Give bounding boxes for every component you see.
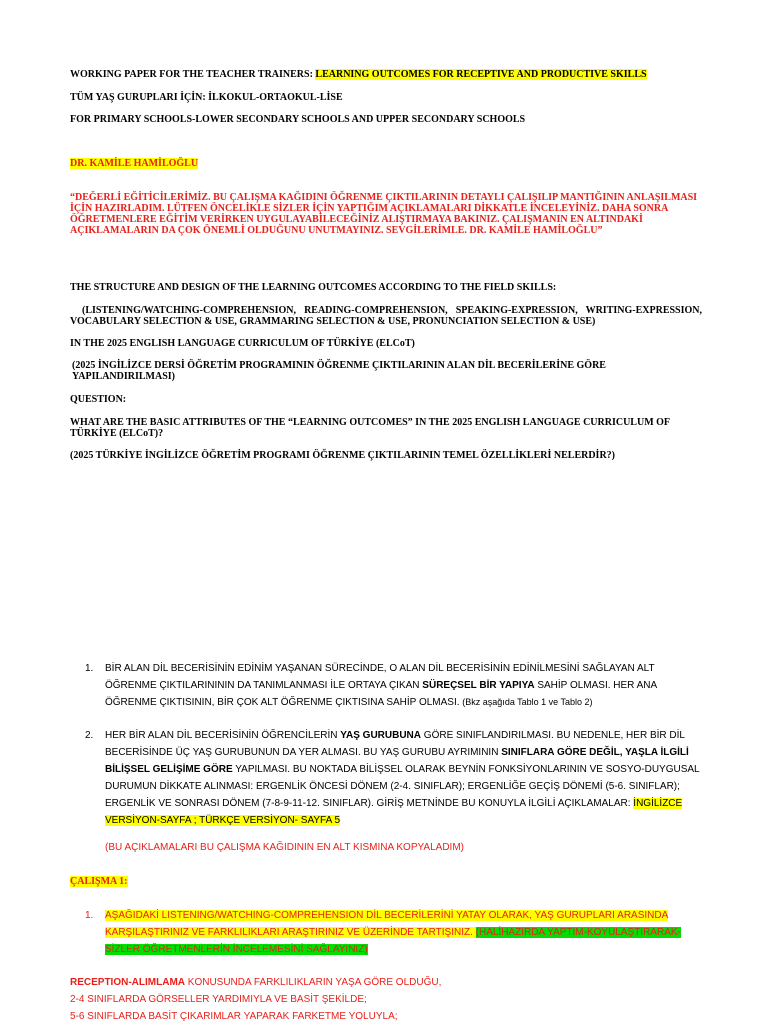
- version-pages-highlight: İNGİLİZCE VERSİYON-SAYFA ; TÜRKÇE VERSİYON- SAYFA 5: [105, 798, 683, 826]
- copy-note: (BU AÇIKLAMALARI BU ÇALIŞMA KAĞIDININ EN ALT KISMINA KOPYALADIM): [105, 842, 464, 853]
- age-groups-line: TÜM YAŞ GURUPLARI İÇİN: İLKOKUL-ORTAOKUL-LİSE: [70, 92, 343, 103]
- curriculum-line: IN THE 2025 ENGLISH LANGUAGE CURRICULUM OF TÜRKİYE (ELCoT): [70, 338, 415, 349]
- question-turkish: (2025 TÜRKİYE İNGİLİZCE ÖĞRETİM PROGRAMI ÖĞRENME ÇIKTILARININ TEMEL ÖZELLİKLERİ NELERDİR?): [70, 450, 615, 461]
- question-english: WHAT ARE THE BASIC ATTRIBUTES OF THE “LEARNING OUTCOMES” IN THE 2025 ENGLISH LANGUAGE CURRICULUM OF TÜRKİYE (ELCoT)?: [70, 417, 670, 439]
- structure-title: THE STRUCTURE AND DESIGN OF THE LEARNING OUTCOMES ACCORDING TO THE FIELD SKILLS:: [70, 282, 557, 293]
- reception-line: KONUSUNDA FARKLILIKLARIN YAŞA GÖRE OLDUĞU,: [185, 977, 442, 988]
- table-reference: (Bkz aşağıda Tablo 1 ve Tablo 2): [462, 697, 593, 707]
- item-text: HER BİR ALAN DİL BECERİSİNİN ÖĞRENCİLERİN: [105, 730, 341, 741]
- list-item: [85, 727, 700, 829]
- reception-line: 2-4 SINIFLARDA GÖRSELLER YARDIMIYLA VE BASİT ŞEKİLDE;: [70, 994, 367, 1005]
- paper-title: [70, 69, 702, 80]
- curriculum-turkish: (2025 İNGİLİZCE DERSİ ÖĞRETİM PROGRAMININ ÖĞRENME ÇIKTILARININ ALAN DİL BECERİLERİNE GÖRE YAPILANDIRILMASI): [72, 360, 606, 382]
- exercise-item: [85, 907, 700, 958]
- exercise-green-note: (HALİHAZIRDA YAPTIM-KOYULAŞTIRARAK-SİZLER ÖĞRETMENLERİN İNCELEMESİNİ SAĞLAYINIZ): [105, 927, 681, 955]
- exercise-title: ÇALIŞMA 1:: [70, 876, 128, 887]
- item-text: SAHİP OLMASI. HER ANA ÖĞRENME ÇIKTISININ, BİR ÇOK ALT ÖĞRENME ÇIKTISINA SAHİP OLMASI.: [105, 680, 657, 708]
- list-number: 1.: [85, 663, 94, 674]
- question-label: QUESTION:: [70, 394, 127, 405]
- item-text: GÖRE SINIFLANDIRILMASI. BU NEDENLE, HER BİR DİL BECERİSİNDE ÜÇ YAŞ GURUBUNUN DA YER ALMASI. BU YAŞ GURUBU AYRIMININ: [105, 730, 685, 758]
- exercise-text: AŞAĞIDAKİ LISTENING/WATCHING-COMPREHENSION DİL BECERİLERİNİ YATAY OLARAK, YAŞ GURUPLARI ARASINDA KARŞILAŞTIRINIZ VE FARKLILIKLARI ARAŞTIRINIZ VE ÜZERİNDE TARTIŞINIZ.: [105, 910, 669, 938]
- item-text: BİR ALAN DİL BECERİSİNİN EDİNİM YAŞANAN SÜRECİNDE, O ALAN DİL BECERİSİNİN EDİNİLMESİNİ SAĞLAYAN ALT ÖĞRENME ÇIKTILARINININ DA TANIMLANMASI İLE ORTAYA ÇIKAN: [105, 663, 655, 691]
- item-bold: SINIFLARA GÖRE DEĞİL, YAŞLA İLGİLİ BİLİŞSEL GELİŞİME GÖRE: [105, 747, 689, 775]
- reception-line: 5-6 SINIFLARDA BASİT ÇIKARIMLAR YAPARAK FARKETME YOLUYLA;: [70, 1011, 398, 1022]
- reception-term: RECEPTION-ALIMLAMA: [70, 977, 185, 988]
- skills-list: (LISTENING/WATCHING-COMPREHENSION, READING-COMPREHENSION, SPEAKING-EXPRESSION, WRITING-EXPRESSION, VOCABULARY SELECTION & USE, GRAMMARING SELECTION & USE, PRONUNCIATION SELECTION & USE): [70, 305, 702, 327]
- item-bold: YAŞ GURUBUNA: [340, 730, 422, 741]
- list-number: 1.: [85, 910, 94, 921]
- title-highlight: LEARNING OUTCOMES FOR RECEPTIVE AND PRODUCTIVE SKILLS: [315, 69, 647, 80]
- list-number: 2.: [85, 730, 94, 741]
- message-paragraph: “DEĞERLİ EĞİTİCİLERİMİZ. BU ÇALIŞMA KAĞIDINI ÖĞRENME ÇIKTILARININ DETAYLI ÇALIŞILIP MANTIĞININ ANLAŞILMASI İÇİN HAZIRLADIM. LÜTFEN ÖNCELİKLE SİZLER İÇİN YAPTIĞIM AÇIKLAMALARI DİKKATLE İNCELEYİNİZ. DAHA SONRA ÖĞRETMENLERE EĞİTİM VERİRKEN UYGULAYABİLECEĞİNİZ ALIŞTIRMAYA BAKINIZ. ÇALIŞMANIN EN ALTINDAKİ AÇIKLAMALARIN DA ÇOK ÖNEMLİ OLDUĞUNU UNUTMAYINIZ. SEVGİLERİMLE. DR. KAMİLE HAMİLOĞLU”: [70, 192, 698, 236]
- schools-line: FOR PRIMARY SCHOOLS-LOWER SECONDARY SCHOOLS AND UPPER SECONDARY SCHOOLS: [70, 114, 526, 125]
- reception-paragraph: [70, 974, 702, 1025]
- title-prefix: WORKING PAPER FOR THE TEACHER TRAINERS:: [70, 69, 316, 80]
- item-bold: SÜREÇSEL BİR YAPIYA: [422, 680, 535, 691]
- author-name: DR. KAMİLE HAMİLOĞLU: [70, 158, 199, 169]
- list-item: [85, 660, 700, 711]
- item-text: YAPILMASI. BU NOKTADA BİLİŞSEL OLARAK BEYNİN FONKSİYONLARININ VE SOSYO-DUYGUSAL DURUMUN DİKKATE ALINMASI: ERGENLİK ÖNCESİ DÖNEM (2-4. SINIFLAR); ERGENLİĞE GEÇİŞ DÖNEMİ (5-6. SINIFLAR); ERGENLİK VE SONRASI DÖNEM (7-8-9-11-12. SINIFLAR). GİRİŞ METNİNDE BU KONUYLA İLGİLİ AÇIKLAMALAR:: [105, 764, 700, 809]
